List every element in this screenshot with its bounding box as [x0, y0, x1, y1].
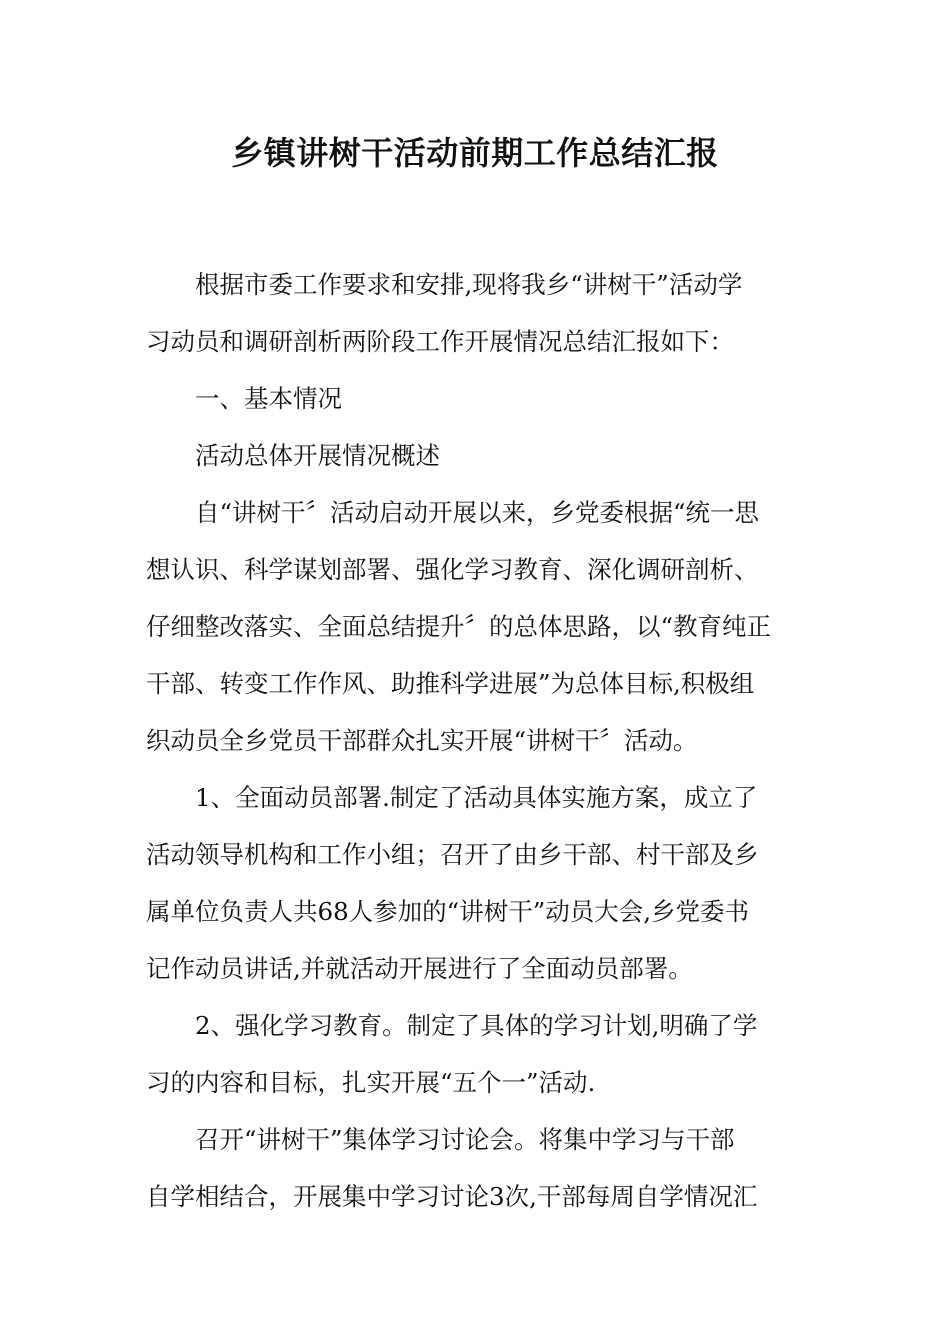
text-line: 属单位负责人共68人参加的“讲树干”动员大会,乡党委书 — [146, 897, 750, 926]
paragraph-item-1 — [146, 769, 808, 997]
text-line: 织动员全乡党员干部群众扎实开展“讲树干〞活动。 — [146, 726, 698, 755]
section-heading — [146, 370, 808, 427]
paragraph-overview — [146, 484, 808, 769]
text-line: 活动领导机构和工作小组；召开了由乡干部、村干部及乡 — [146, 840, 759, 869]
text-line: 习动员和调研剖析两阶段工作开展情况总结汇报如下： — [146, 327, 734, 356]
document-title: 乡镇讲树干活动前期工作总结汇报 — [231, 134, 719, 172]
text-line: 召开“讲树干”集体学习讨论会。将集中学习与干部 — [195, 1125, 735, 1154]
text-line: 1、全面动员部署.制定了活动具体实施方案，成立了 — [195, 783, 758, 812]
paragraph-item-2 — [146, 997, 808, 1111]
text-line: 仔细整改落实、全面总结提升〞的总体思路，以“教育纯正 — [146, 612, 772, 641]
text-line: 想认识、科学谋划部署、强化学习教育、深化调研剖析、 — [146, 555, 759, 584]
subsection-heading — [146, 427, 808, 484]
document-body — [146, 256, 808, 1225]
text-line: 一、基本情况 — [195, 384, 342, 413]
paragraph-meeting — [146, 1111, 808, 1225]
text-line: 活动总体开展情况概述 — [195, 441, 440, 470]
text-line: 自学相结合，开展集中学习讨论3次,干部每周自学情况汇 — [146, 1182, 758, 1211]
paragraph-intro — [146, 256, 808, 370]
text-line: 干部、转变工作作风、助推科学进展”为总体目标,积极组 — [146, 669, 755, 698]
text-line: 根据市委工作要求和安排,现将我乡“讲树干”活动学 — [195, 270, 743, 299]
text-line: 2、强化学习教育。制定了具体的学习计划,明确了学 — [195, 1011, 758, 1040]
text-line: 记作动员讲话,并就活动开展进行了全面动员部署。 — [146, 954, 693, 983]
text-line: 自“讲树干〞活动启动开展以来，乡党委根据“统一思 — [195, 498, 760, 527]
text-line: 习的内容和目标，扎实开展“五个一”活动. — [146, 1068, 596, 1097]
